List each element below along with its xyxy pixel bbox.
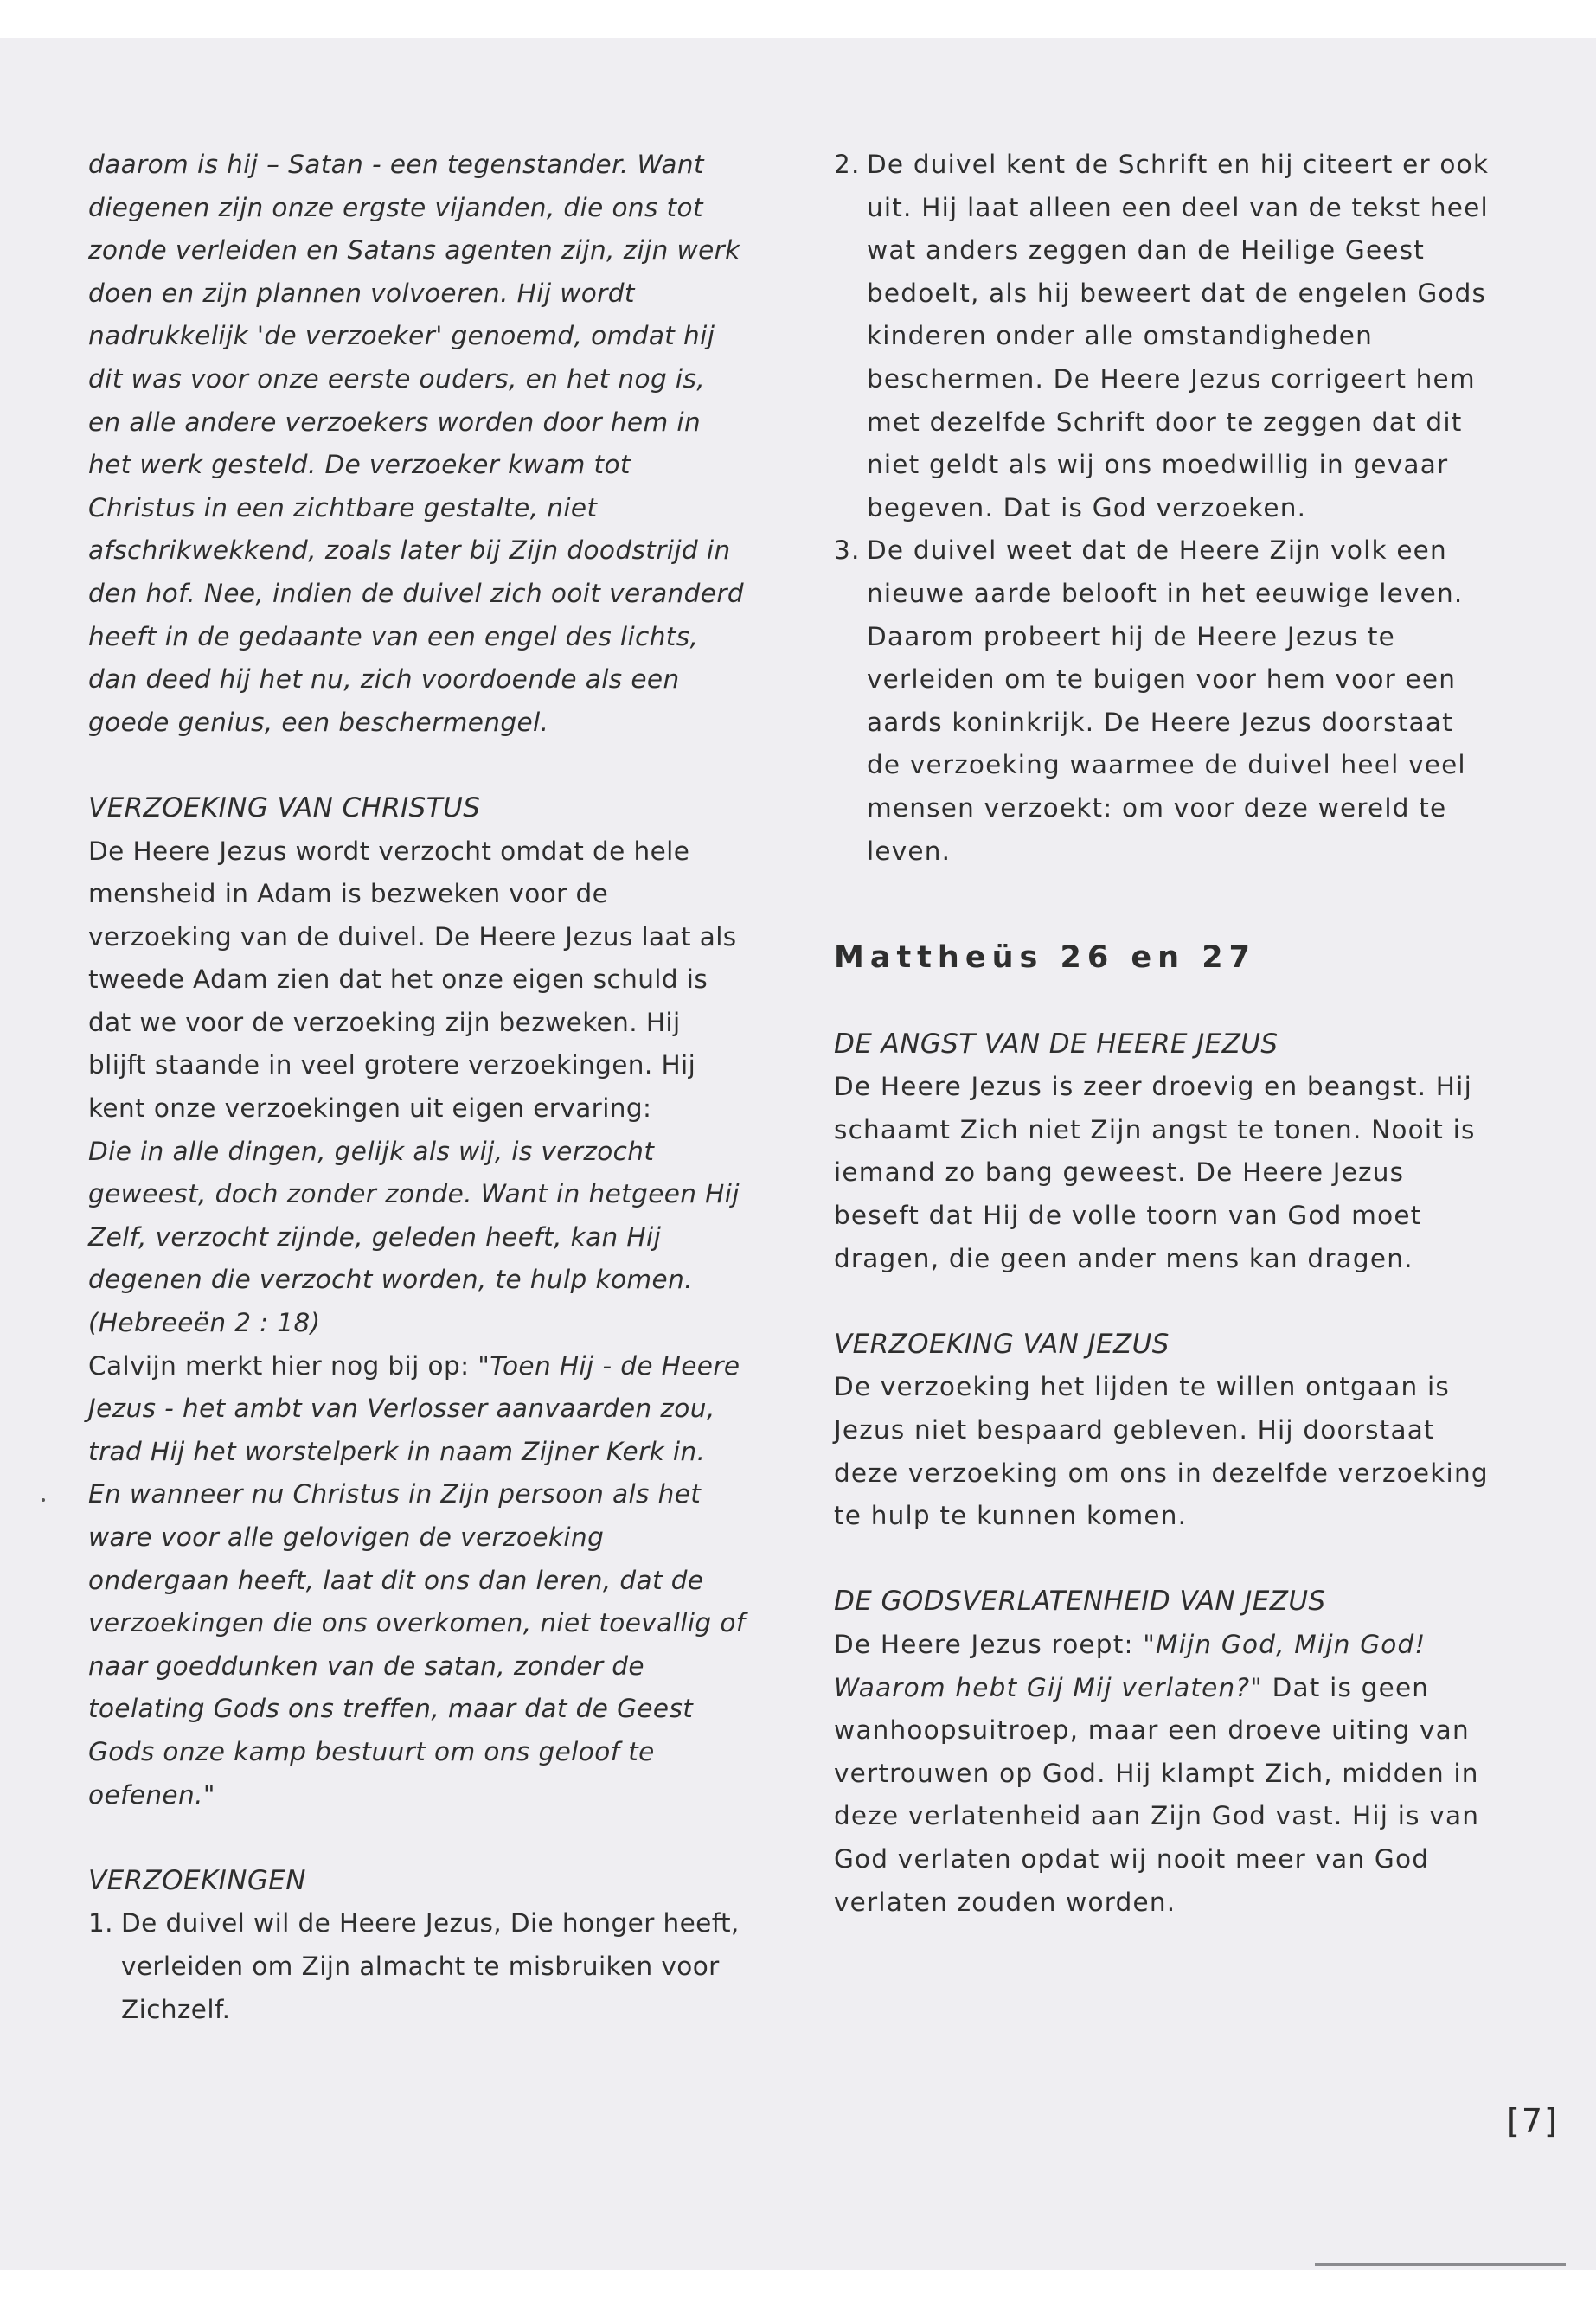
- scan-speck: [42, 1498, 45, 1502]
- list-item-number: 2.: [834, 150, 861, 179]
- scan-margin-bottom: [0, 2270, 1596, 2301]
- heading-verzoekingen: VERZOEKINGEN: [88, 1864, 306, 1896]
- left-column: [88, 144, 746, 2031]
- godsverlatenheid-text: Dat is geen wanhoopsuitroep, maar een droeve uiting van vertrouwen op God. Hij klampt Zich, midden in deze verlatenheid aan Zijn God vast. Hij is van God verlaten opdat wij nooit meer van God verlaten zouden worden.: [834, 1672, 1480, 1917]
- verzoeking-jezus-paragraph: De verzoeking het lijden te willen ontgaan is Jezus niet bespaard gebleven. Hij doorstaat deze verzoeking om ons in dezelfde verzoeking te hulp te kunnen komen.: [834, 1372, 1489, 1531]
- right-column: [834, 144, 1491, 1924]
- godsverlatenheid-quote: "Mijn God, Mijn God! Waarom hebt Gij Mij verlaten?": [834, 1630, 1426, 1702]
- hebreeen-quote: Die in alle dingen, gelijk als wij, is verzocht geweest, doch zonder zonde. Want in hetgeen Hij Zelf, verzocht zijnde, geleden heeft, kan Hij degenen die verzocht worden, te hulp komen.: [88, 1136, 740, 1295]
- heading-verzoeking-van-christus: VERZOEKING VAN CHRISTUS: [88, 792, 481, 824]
- verzoekingen-list: [88, 1902, 746, 2031]
- calvijn-quote: "Toen Hij - de Heere Jezus - het ambt van Verlosser aanvaarden zou, trad Hij het worstelperk in naam Zijner Kerk in. En wanneer nu Christus in Zijn persoon als het ware voor alle gelovigen de verzoeking ondergaan heeft, laat dit ons dan leren, dat de verzoekingen die ons overkomen, niet toevallig of naar goeddunken van de satan, zonder de toelating Gods ons treffen, maar dat de Geest Gods onze kamp bestuurt om ons geloof te oefenen.": [88, 1350, 746, 1810]
- list-item-text: De duivel kent de Schrift en hij citeert er ook uit. Hij laat alleen een deel van de tekst heel wat anders zeggen dan de Heilige Geest bedoelt, als hij beweert dat de engelen Gods kinderen onder alle omstandigheden beschermen. De Heere Jezus corrigeert hem met dezelfde Schrift door te zeggen dat dit niet geldt als wij ons moedwillig in gevaar begeven. Dat is God verzoeken.: [867, 150, 1490, 522]
- chapter-title: Mattheüs 26 en 27: [834, 940, 1256, 976]
- heading-verzoeking-van-jezus: VERZOEKING VAN JEZUS: [834, 1328, 1170, 1360]
- list-item-number: 3.: [834, 535, 861, 566]
- verzoekingen-list-continued: [834, 144, 1491, 873]
- calvijn-intro: Calvijn merkt hier nog bij op:: [88, 1350, 478, 1381]
- page-number: [7]: [1507, 2102, 1559, 2140]
- angst-paragraph: De Heere Jezus is zeer droevig en beangst. Hij schaamt Zich niet Zijn angst te tonen. Nooit is iemand zo bang geweest. De Heere Jezus beseft dat Hij de volle toorn van God moet dragen, die geen ander mens kan dragen.: [834, 1072, 1476, 1273]
- christus-paragraph: De Heere Jezus wordt verzocht omdat de hele mensheid in Adam is bezweken voor de verzoeking van de duivel. De Heere Jezus laat als tweede Adam zien dat het onze eigen schuld is dat we voor de verzoeking zijn bezweken. Hij blijft staande in veel grotere verzoekingen. Hij kent onze verzoekingen uit eigen ervaring:: [88, 836, 737, 1124]
- list-item-number: 1.: [88, 1908, 113, 1939]
- heading-angst: DE ANGST VAN DE HEERE JEZUS: [834, 1028, 1279, 1060]
- list-item: [834, 144, 1491, 529]
- heading-godsverlatenheid: DE GODSVERLATENHEID VAN JEZUS: [834, 1586, 1326, 1618]
- intro-paragraph: daarom is hij – Satan - een tegenstander. Want diegenen zijn onze ergste vijanden, die ons tot zonde verleiden en Satans agenten zijn, zijn werk doen en zijn plannen volvoeren. Hij wordt nadrukkelijk 'de verzoeker' genoemd, omdat hij dit was voor onze eerste ouders, en het nog is, en alle andere verzoekers worden door hem in het werk gesteld. De verzoeker kwam tot Christus in een zichtbare gestalte, niet afschrikwekkend, zoals later bij Zijn doodstrijd in den hof. Nee, indien de duivel zich ooit veranderd heeft in de gedaante van een engel des lichts, dan deed hij het nu, zich voordoende als een goede genius, een beschermengel.: [88, 150, 744, 737]
- godsverlatenheid-intro: De Heere Jezus roept:: [834, 1630, 1144, 1659]
- list-item: [88, 1902, 746, 2031]
- godsverlatenheid-paragraph: [834, 1624, 1491, 1924]
- hebreeen-reference: (Hebreeën 2 : 18): [88, 1308, 321, 1338]
- list-item-text: De duivel wil de Heere Jezus, Die honger heeft, verleiden om Zijn almacht te misbruiken voor Zichzelf.: [121, 1908, 740, 2024]
- list-item: [834, 529, 1491, 873]
- calvijn-paragraph: [88, 1345, 746, 1817]
- scan-margin-top: [0, 0, 1596, 38]
- bottom-rule: [1315, 2263, 1566, 2266]
- list-item-text: De duivel weet dat de Heere Zijn volk een nieuwe aarde belooft in het eeuwige leven. Daarom probeert hij de Heere Jezus te verleiden om te buigen voor hem voor een aards koninkrijk. De Heere Jezus doorstaat de verzoeking waarmee de duivel heel veel mensen verzoekt: om voor deze wereld te leven.: [867, 535, 1466, 866]
